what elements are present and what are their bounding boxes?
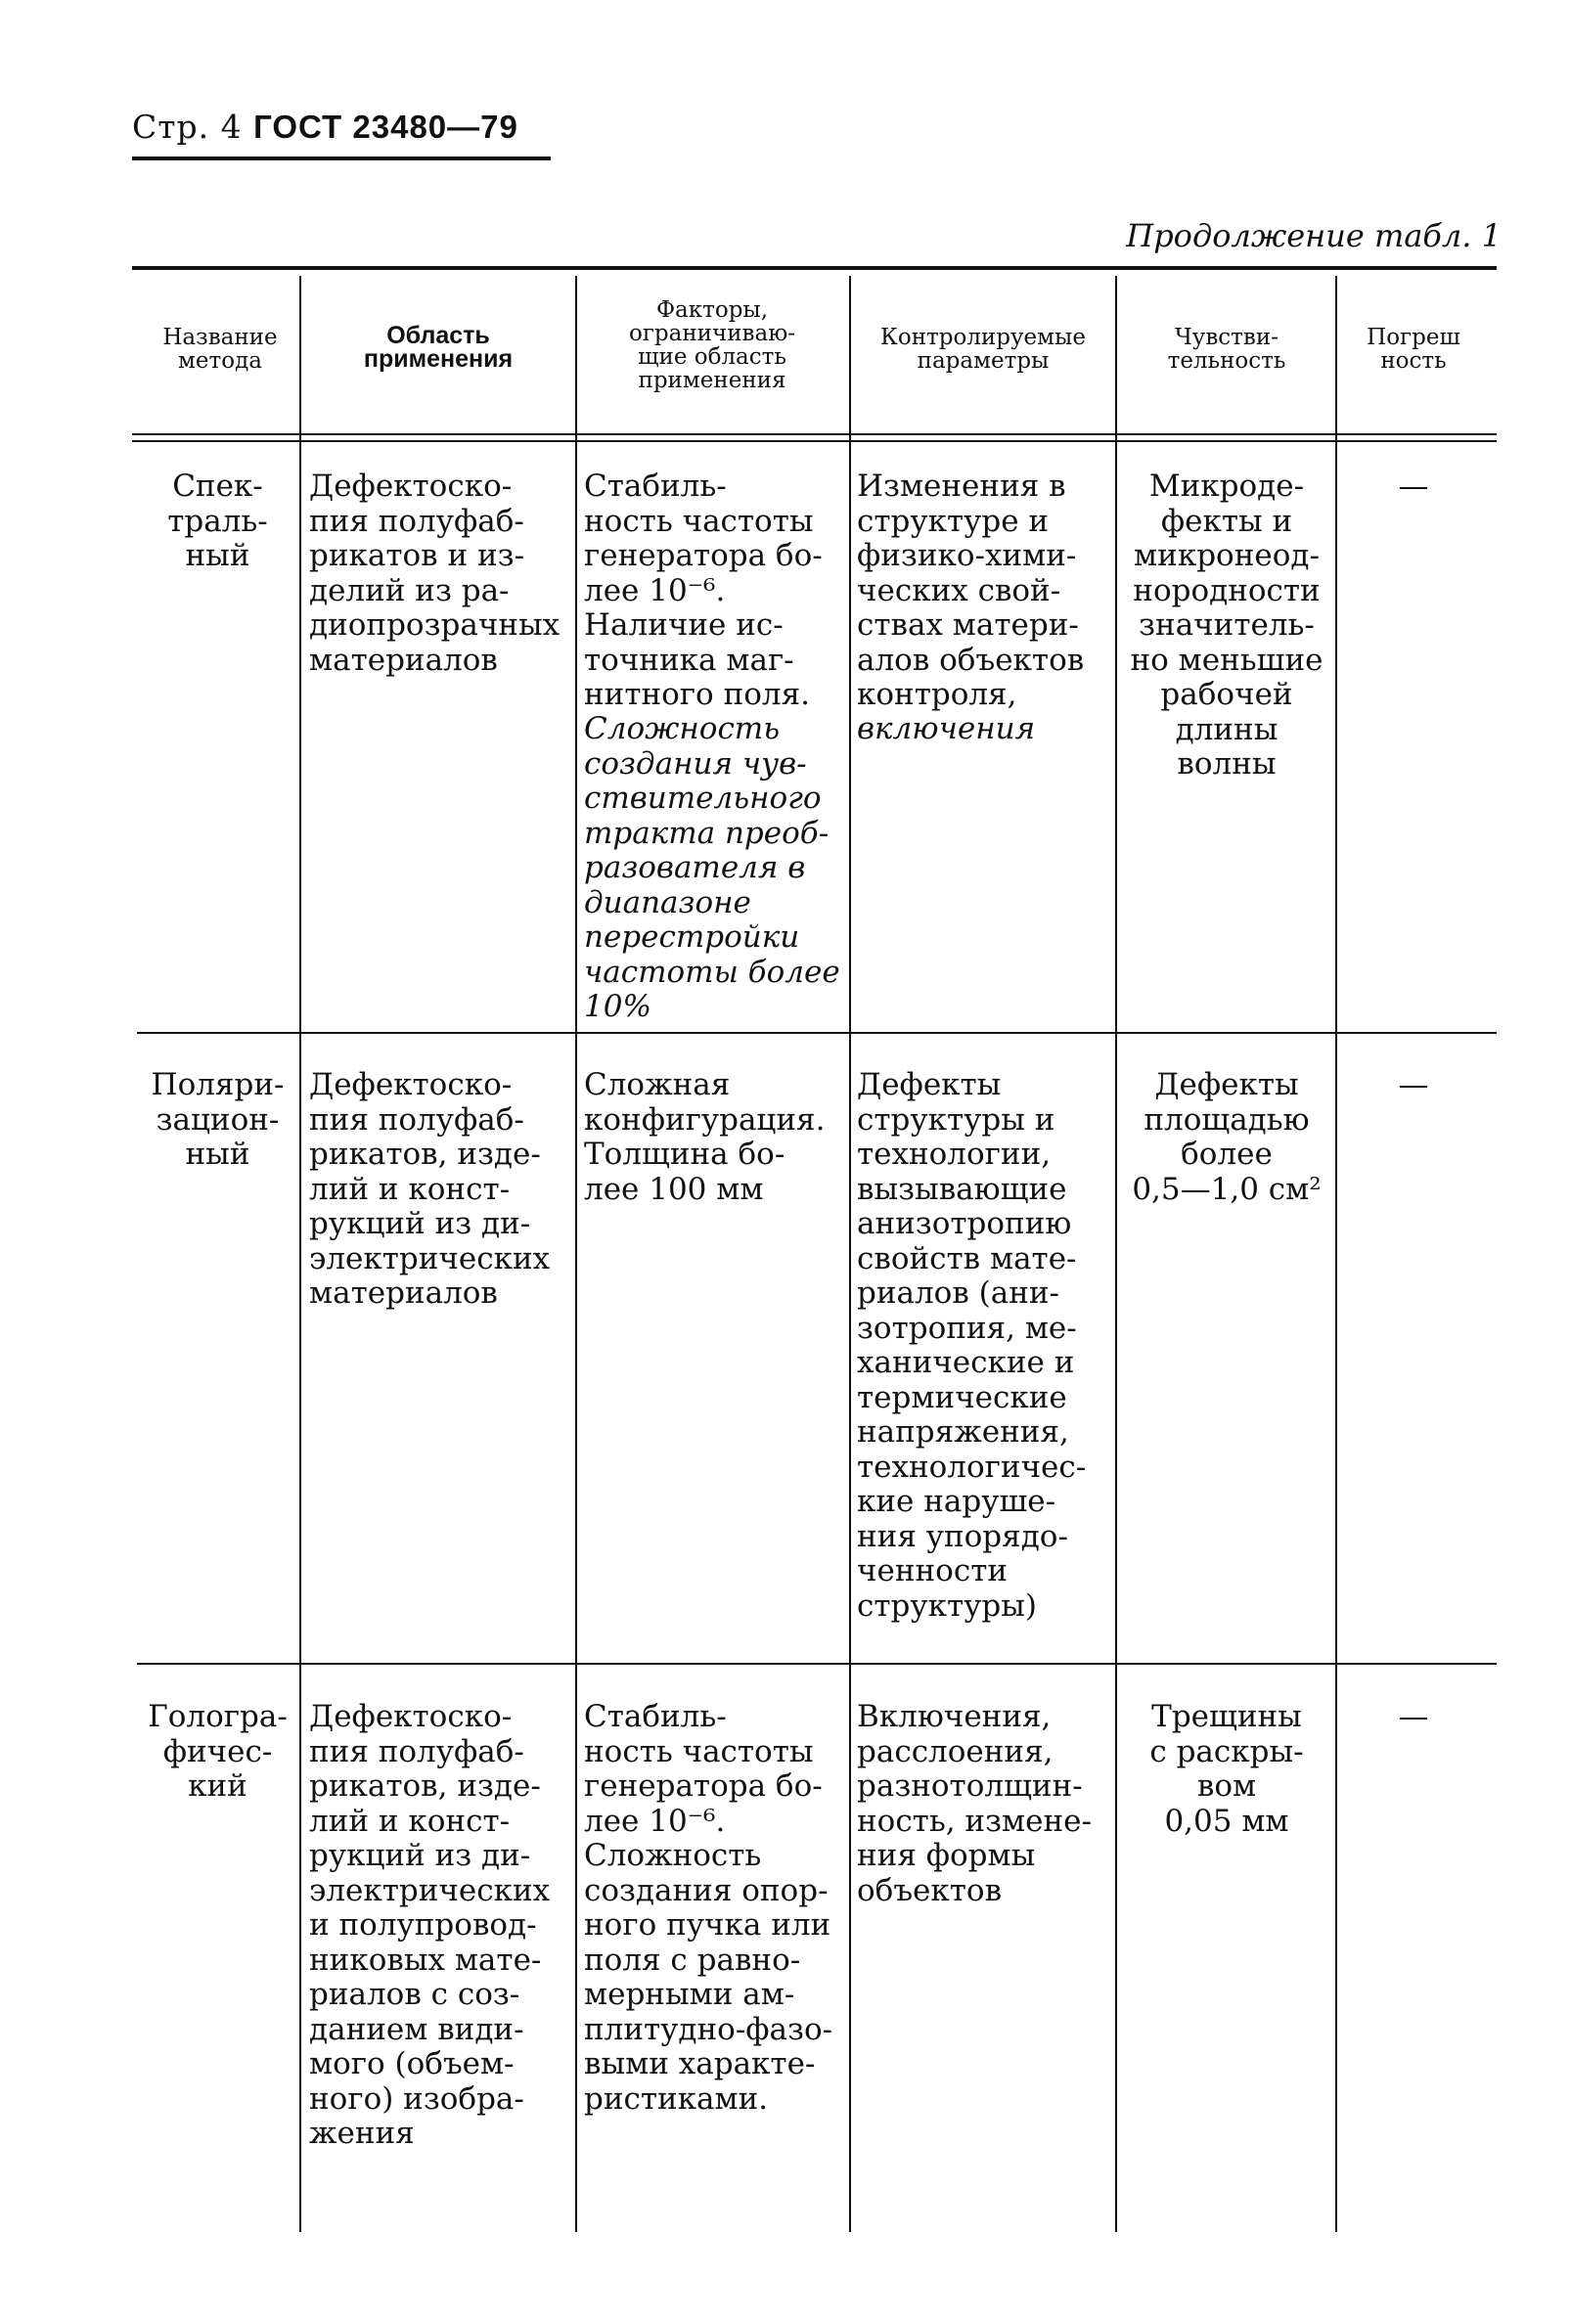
table-cell-factors: Стабиль- ность частоты генератора бо- лее 10⁻⁶. Сложность создания опор- ного пучка или поля с равно- мерными ам- плитудно-фазо- выми характе- ристиками. — [584, 1699, 833, 2117]
table-cell-factors-italic: Сложность создания чув- ствительного тракта преоб- разователя в диапазоне перестройки частоты более 10% — [584, 711, 840, 1024]
table-cell-sensitivity: Трещины с раскры- вом 0,05 мм — [1149, 1699, 1304, 1839]
table-cell-method: Поляри- зацион- ный — [151, 1067, 285, 1172]
table-top-rule — [132, 266, 1497, 270]
header-bottom-rule-2 — [132, 440, 1497, 442]
column-divider — [1335, 276, 1337, 2232]
row-separator — [137, 1032, 1497, 1034]
column-divider — [575, 276, 577, 2232]
column-divider — [299, 276, 301, 2232]
row-separator — [137, 1663, 1497, 1665]
header-error: Погреш ность — [1367, 325, 1460, 374]
table-cell-params: Дефекты структуры и технологии, вызывающие анизотропию свойств мате- риалов (ани- зотропия, ме- ханические и термические напряжения, технологичес- кие наруше- ния упорядо- ченности структуры) — [857, 1067, 1087, 1624]
table-cell-area: Дефектоско- пия полуфаб- рикатов и из- делий из ра- диопрозрачных материалов — [309, 469, 561, 678]
continuation-caption: Продолжение табл. 1 — [1126, 217, 1502, 254]
header-area: Область применения — [363, 322, 514, 373]
column-divider — [1115, 276, 1117, 2232]
header-rule — [132, 156, 551, 160]
table-cell-params: Изменения в структуре и физико-хими- ческих свой- ствах матери- алов объектов контроля, — [857, 469, 1085, 712]
header-method: Название метода — [162, 325, 278, 374]
column-divider — [849, 276, 851, 2232]
table-cell-sensitivity: Дефекты площадью более 0,5—1,0 см² — [1132, 1067, 1322, 1207]
header-factors: Факторы, ограничиваю- щие область применения — [629, 297, 795, 393]
header-params: Контролируемые параметры — [880, 325, 1086, 374]
table-cell-params: Включения, расслоения, разнотолщин- ность, измене- ния формы объектов — [857, 1699, 1092, 1908]
page-number: Стр. 4 — [132, 108, 243, 146]
table-cell-sensitivity: Микроде- фекты и микронеод- нородности значитель- но меньшие рабочей длины волны — [1130, 469, 1323, 782]
table-cell-factors: Стабиль- ность частоты генератора бо- лее 10⁻⁶. Наличие ис- точника маг- нитного поля. — [584, 469, 823, 712]
table-cell-params-italic: включения — [857, 711, 1036, 746]
table-cell-error: — — [1398, 1067, 1429, 1102]
table-cell-area: Дефектоско- пия полуфаб- рикатов, изде- лий и конст- рукций из ди- электрических и полупровод- никовых мате- риалов с соз- данием види- мого (объем- ного) изобра- жения — [309, 1699, 551, 2151]
header-sensitivity: Чувстви- тельность — [1167, 325, 1286, 374]
standard-code: ГОСТ 23480—79 — [253, 109, 518, 145]
table-cell-method: Гологра- фичес- кий — [148, 1699, 288, 1804]
table-cell-factors: Сложная конфигурация. Толщина бо- лее 100 мм — [584, 1067, 826, 1207]
table-cell-method: Спек- траль- ный — [167, 469, 268, 573]
table-cell-error: — — [1398, 469, 1429, 504]
table-cell-area: Дефектоско- пия полуфаб- рикатов, изде- лий и конст- рукций из ди- электрических материалов — [309, 1067, 551, 1311]
header-bottom-rule — [132, 433, 1497, 435]
page-header — [132, 108, 518, 146]
table-cell-error: — — [1398, 1699, 1429, 1734]
